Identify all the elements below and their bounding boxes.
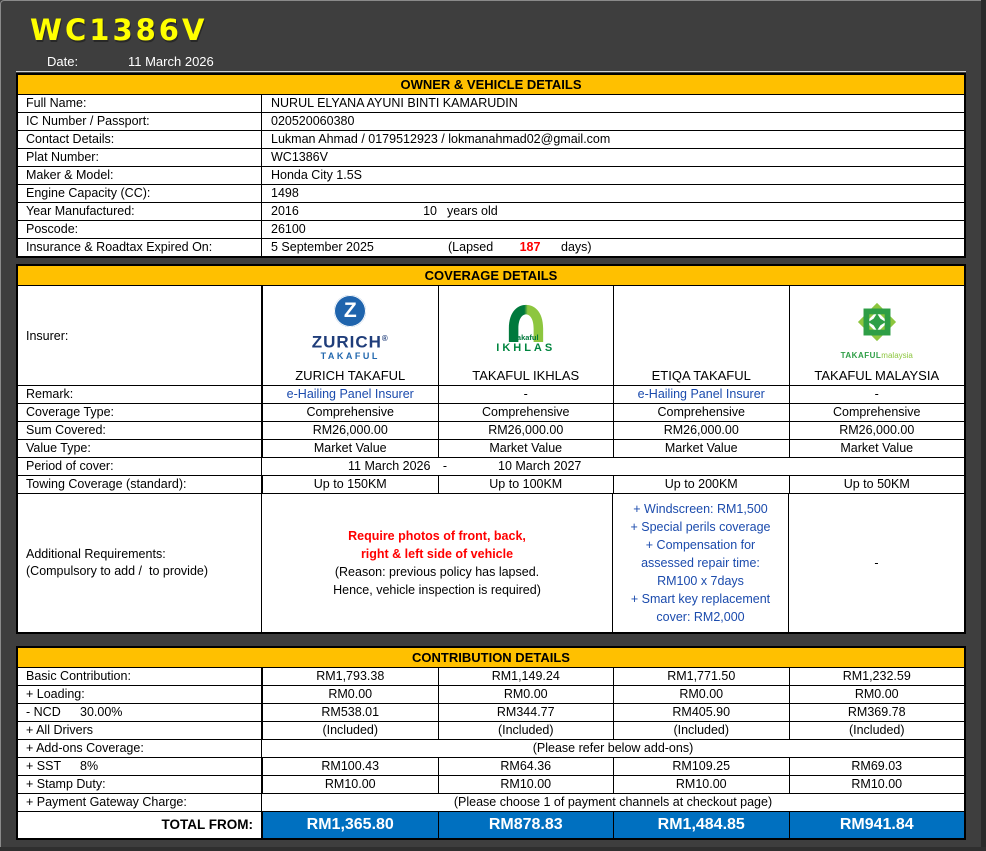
contact-details-value: Lukman Ahmad / 0179512923 / lokmanahmad02@gmail.com bbox=[271, 132, 611, 146]
contact-details-label: Contact Details: bbox=[18, 131, 262, 148]
engine-capacity-label: Engine Capacity (CC): bbox=[18, 185, 262, 202]
total-malaysia: RM941.84 bbox=[789, 812, 965, 838]
basic-contribution-label: Basic Contribution: bbox=[18, 668, 262, 685]
period-row bbox=[18, 458, 964, 476]
ncd-label: - NCD 30.00% bbox=[18, 704, 262, 721]
zurich-takaful-logo bbox=[312, 289, 389, 368]
insurer-name: TAKAFUL IKHLAS bbox=[472, 368, 580, 383]
all-drivers-zurich: (Included) bbox=[262, 722, 438, 739]
addons-coverage-note: (Please refer below add-ons) bbox=[532, 741, 694, 755]
ncd-zurich: RM538.01 bbox=[262, 704, 438, 721]
etiqa-addon-line: assessed repair time: bbox=[641, 556, 760, 570]
loading-malaysia: RM0.00 bbox=[789, 686, 965, 703]
etiqa-addon-line: + Compensation for bbox=[645, 538, 756, 552]
etiqa-addon-line: + Smart key replacement bbox=[630, 592, 771, 606]
takaful-malaysia-emblem-icon bbox=[851, 296, 903, 348]
towing-etiqa: Up to 200KM bbox=[613, 476, 789, 493]
reason-line2: Hence, vehicle inspection is required) bbox=[333, 583, 541, 597]
sst-ikhlas: RM64.36 bbox=[438, 758, 614, 775]
table-row bbox=[18, 203, 964, 221]
loading-ikhlas: RM0.00 bbox=[438, 686, 614, 703]
stamp-malaysia: RM10.00 bbox=[789, 776, 965, 793]
coverage-type-zurich: Comprehensive bbox=[262, 404, 438, 421]
etiqa-addon-line: + Windscreen: RM1,500 bbox=[633, 502, 768, 516]
value-type-malaysia: Market Value bbox=[789, 440, 965, 457]
insurer-zurich bbox=[262, 286, 438, 385]
lapsed-suffix: days) bbox=[561, 240, 592, 254]
additional-malaysia: - bbox=[788, 494, 964, 632]
loading-zurich: RM0.00 bbox=[262, 686, 438, 703]
addons-coverage-row bbox=[18, 740, 964, 758]
period-value bbox=[262, 458, 964, 475]
coverage-type-row bbox=[18, 404, 964, 422]
additional-label-line1: Additional Requirements: bbox=[26, 547, 166, 561]
value-type-label: Value Type: bbox=[18, 440, 262, 457]
full-name-value: NURUL ELYANA AYUNI BINTI KAMARUDIN bbox=[271, 96, 518, 110]
total-from-label: TOTAL FROM: bbox=[18, 812, 262, 838]
period-separator: - bbox=[442, 459, 448, 473]
registered-mark-icon: ® bbox=[381, 333, 389, 343]
addons-coverage-label: + Add-ons Coverage: bbox=[18, 740, 262, 757]
contribution-table bbox=[16, 646, 966, 840]
coverage-table bbox=[16, 264, 966, 634]
stamp-duty-label: + Stamp Duty: bbox=[18, 776, 262, 793]
plat-number-label: Plat Number: bbox=[18, 149, 262, 166]
requirement-line1: Require photos of front, back, bbox=[348, 529, 526, 543]
payment-gateway-note: (Please choose 1 of payment channels at checkout page) bbox=[453, 795, 773, 809]
remark-label: Remark: bbox=[18, 386, 262, 403]
ncd-percentage: 30.00% bbox=[80, 705, 123, 719]
expiry-value bbox=[262, 239, 964, 256]
lapsed-days: 187 bbox=[519, 240, 541, 254]
ic-number-label: IC Number / Passport: bbox=[18, 113, 262, 130]
remark-ikhlas: - bbox=[438, 386, 614, 403]
towing-zurich: Up to 150KM bbox=[262, 476, 438, 493]
gridline bbox=[16, 71, 966, 72]
year-manufactured-label: Year Manufactured: bbox=[18, 203, 262, 220]
towing-row bbox=[18, 476, 964, 494]
sum-covered-malaysia: RM26,000.00 bbox=[789, 422, 965, 439]
table-row bbox=[18, 131, 964, 149]
stamp-ikhlas: RM10.00 bbox=[438, 776, 614, 793]
total-etiqa: RM1,484.85 bbox=[613, 812, 789, 838]
sum-covered-zurich: RM26,000.00 bbox=[262, 422, 438, 439]
owner-section-header: OWNER & VEHICLE DETAILS bbox=[18, 75, 964, 95]
basic-malaysia: RM1,232.59 bbox=[789, 668, 965, 685]
reason-line1: (Reason: previous policy has lapsed. bbox=[334, 565, 540, 579]
sst-zurich: RM100.43 bbox=[262, 758, 438, 775]
stamp-zurich: RM10.00 bbox=[262, 776, 438, 793]
ic-number-value: 020520060380 bbox=[271, 114, 355, 128]
remark-etiqa: e-Hailing Panel Insurer bbox=[613, 386, 789, 403]
plat-number-value: WC1386V bbox=[271, 150, 328, 164]
expiry-label: Insurance & Roadtax Expired On: bbox=[18, 239, 262, 256]
coverage-type-ikhlas: Comprehensive bbox=[438, 404, 614, 421]
etiqa-addon-line: + Special perils coverage bbox=[630, 520, 771, 534]
contribution-section-header: CONTRIBUTION DETAILS bbox=[18, 648, 964, 668]
zurich-z-icon: Z bbox=[334, 295, 366, 327]
requirement-line2: right & left side of vehicle bbox=[360, 547, 514, 561]
owner-vehicle-table bbox=[16, 73, 966, 258]
basic-contribution-row bbox=[18, 668, 964, 686]
insurer-name: ETIQA TAKAFUL bbox=[651, 368, 751, 383]
total-row bbox=[18, 812, 964, 838]
period-end: 10 March 2027 bbox=[498, 459, 582, 473]
all-drivers-label: + All Drivers bbox=[18, 722, 262, 739]
basic-ikhlas: RM1,149.24 bbox=[438, 668, 614, 685]
sum-covered-row bbox=[18, 422, 964, 440]
ncd-etiqa: RM405.90 bbox=[613, 704, 789, 721]
towing-label: Towing Coverage (standard): bbox=[18, 476, 262, 493]
additional-requirements-row bbox=[18, 494, 964, 632]
year-manufactured-value bbox=[262, 203, 964, 220]
insurer-label: Insurer: bbox=[18, 286, 262, 385]
page-title: WC1386V bbox=[30, 13, 208, 47]
zurich-wordmark: ZURICH bbox=[311, 332, 382, 352]
ncd-row bbox=[18, 704, 964, 722]
value-type-etiqa: Market Value bbox=[613, 440, 789, 457]
coverage-section-header: COVERAGE DETAILS bbox=[18, 266, 964, 286]
sum-covered-ikhlas: RM26,000.00 bbox=[438, 422, 614, 439]
towing-malaysia: Up to 50KM bbox=[789, 476, 965, 493]
payment-gateway-label: + Payment Gateway Charge: bbox=[18, 794, 262, 811]
poscode-label: Poscode: bbox=[18, 221, 262, 238]
remark-malaysia: - bbox=[789, 386, 965, 403]
insurer-etiqa bbox=[613, 286, 789, 385]
remark-row bbox=[18, 386, 964, 404]
table-row bbox=[18, 113, 964, 131]
vehicle-age: 10 bbox=[423, 204, 437, 218]
payment-gateway-row bbox=[18, 794, 964, 812]
additional-requirements-label bbox=[18, 494, 262, 632]
sst-etiqa: RM109.25 bbox=[613, 758, 789, 775]
loading-row bbox=[18, 686, 964, 704]
all-drivers-etiqa: (Included) bbox=[613, 722, 789, 739]
coverage-type-malaysia: Comprehensive bbox=[789, 404, 965, 421]
all-drivers-row bbox=[18, 722, 964, 740]
insurer-ikhlas bbox=[438, 286, 614, 385]
loading-etiqa: RM0.00 bbox=[613, 686, 789, 703]
vehicle-age-suffix: years old bbox=[447, 204, 498, 218]
etiqa-addon-line: RM100 x 7days bbox=[657, 574, 744, 588]
value-type-row bbox=[18, 440, 964, 458]
insurer-row bbox=[18, 286, 964, 386]
expiry-date: 5 September 2025 bbox=[271, 240, 374, 254]
all-drivers-ikhlas: (Included) bbox=[438, 722, 614, 739]
period-label: Period of cover: bbox=[18, 458, 262, 475]
stamp-etiqa: RM10.00 bbox=[613, 776, 789, 793]
additional-zurich-ikhlas bbox=[262, 494, 612, 632]
window-right-edge bbox=[981, 0, 986, 851]
table-row bbox=[18, 167, 964, 185]
maker-model-label: Maker & Model: bbox=[18, 167, 262, 184]
takaful-ikhlas-logo bbox=[496, 289, 555, 368]
poscode-value: 26100 bbox=[271, 222, 306, 236]
date-label: Date: bbox=[47, 54, 79, 69]
full-name-label: Full Name: bbox=[18, 95, 262, 112]
year-value: 2016 bbox=[271, 204, 299, 218]
lapsed-prefix: (Lapsed bbox=[448, 240, 494, 254]
table-row bbox=[18, 239, 964, 256]
takaful-malaysia-logo bbox=[841, 289, 913, 368]
sst-label: + SST 8% bbox=[18, 758, 262, 775]
table-row bbox=[18, 221, 964, 239]
value-type-ikhlas: Market Value bbox=[438, 440, 614, 457]
date-value: 11 March 2026 bbox=[128, 54, 214, 69]
coverage-type-etiqa: Comprehensive bbox=[613, 404, 789, 421]
ikhlas-takaful-text: Takaful bbox=[512, 333, 539, 342]
takaful-malaysia-wordmark: TAKAFUL bbox=[840, 351, 882, 360]
sst-malaysia: RM69.03 bbox=[789, 758, 965, 775]
takaful-malaysia-wordmark2: malaysia bbox=[881, 351, 913, 360]
sst-percentage: 8% bbox=[80, 759, 99, 773]
zurich-takaful-wordmark: TAKAFUL bbox=[320, 351, 380, 362]
insurer-name: TAKAFUL MALAYSIA bbox=[814, 368, 940, 383]
ncd-ikhlas: RM344.77 bbox=[438, 704, 614, 721]
value-type-zurich: Market Value bbox=[262, 440, 438, 457]
insurer-name: ZURICH TAKAFUL bbox=[295, 368, 406, 383]
table-row bbox=[18, 149, 964, 167]
basic-etiqa: RM1,771.50 bbox=[613, 668, 789, 685]
basic-zurich: RM1,793.38 bbox=[262, 668, 438, 685]
window-bottom-edge bbox=[0, 847, 986, 851]
ikhlas-wordmark: IKHLAS bbox=[496, 342, 556, 354]
table-row bbox=[18, 95, 964, 113]
etiqa-addon-line: cover: RM2,000 bbox=[656, 610, 745, 624]
total-ikhlas: RM878.83 bbox=[438, 812, 614, 838]
all-drivers-malaysia: (Included) bbox=[789, 722, 965, 739]
sst-row bbox=[18, 758, 964, 776]
stamp-duty-row bbox=[18, 776, 964, 794]
sum-covered-label: Sum Covered: bbox=[18, 422, 262, 439]
insurer-takaful-malaysia bbox=[789, 286, 965, 385]
coverage-type-label: Coverage Type: bbox=[18, 404, 262, 421]
additional-etiqa bbox=[612, 494, 788, 632]
additional-label-line2: (Compulsory to add / to provide) bbox=[26, 564, 209, 578]
sum-covered-etiqa: RM26,000.00 bbox=[613, 422, 789, 439]
loading-label: + Loading: bbox=[18, 686, 262, 703]
table-row bbox=[18, 185, 964, 203]
engine-capacity-value: 1498 bbox=[271, 186, 299, 200]
period-start: 11 March 2026 bbox=[348, 459, 431, 473]
towing-ikhlas: Up to 100KM bbox=[438, 476, 614, 493]
ncd-malaysia: RM369.78 bbox=[789, 704, 965, 721]
remark-zurich: e-Hailing Panel Insurer bbox=[262, 386, 438, 403]
total-zurich: RM1,365.80 bbox=[262, 812, 438, 838]
maker-model-value: Honda City 1.5S bbox=[271, 168, 363, 182]
